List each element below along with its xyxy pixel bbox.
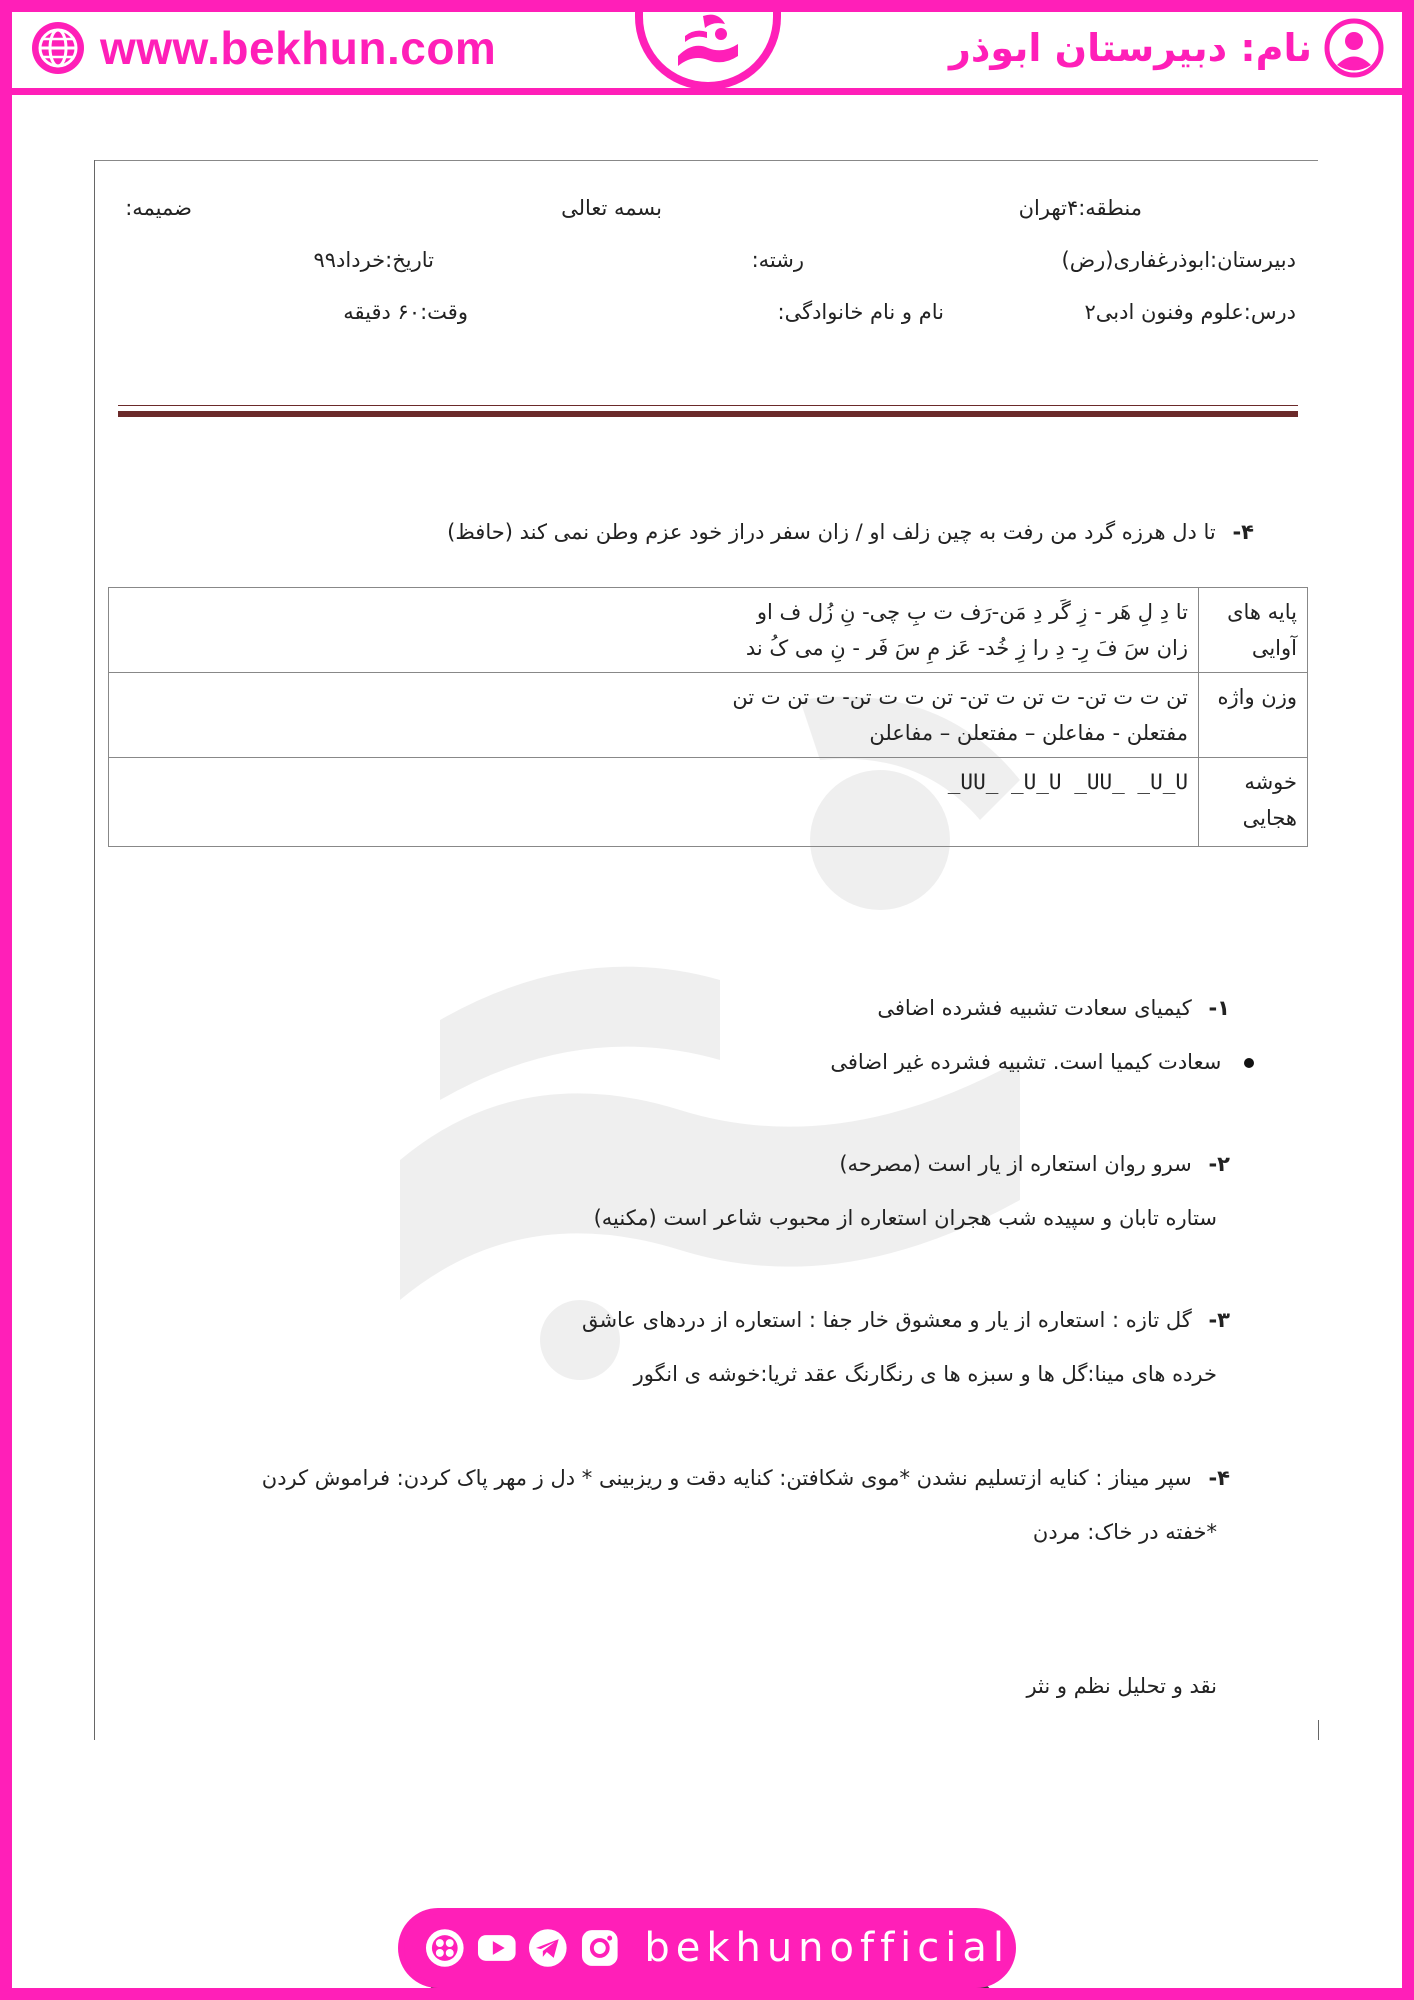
answer-4 (262, 1466, 1230, 1490)
answer-3-line2: خرده های مینا:گل ها و سبزه ها ی رنگارنگ عقد ثریا:خوشه ی انگور (633, 1362, 1217, 1386)
section-title: نقد و تحلیل نظم و نثر (1026, 1674, 1217, 1698)
header-divider (118, 411, 1298, 417)
value-line: تا دِ لِ هَر - زِ گَر دِ مَن-رَف ت بِ چی- نِ زُل ف او (756, 600, 1188, 624)
answer-4-line2: *خفته در خاک: مردن (1032, 1520, 1217, 1544)
field-label: رشته: (751, 248, 804, 272)
basmala: بسمه تعالی (561, 196, 662, 220)
question-number: ۴- (1232, 520, 1254, 544)
paper-left-border (94, 160, 95, 1740)
row-value (109, 588, 1199, 673)
table-row (109, 673, 1308, 758)
table-row (109, 588, 1308, 673)
table-row (109, 758, 1308, 847)
value-line: زان سَ فَ رِ- دِ را زِ خُد- عَز مِ سَ فَر - نِ می کُ ند (745, 636, 1188, 660)
answer-line: سرو روان استعاره از یار است (مصرحه) (839, 1152, 1192, 1176)
social-handle[interactable]: bekhunofficial (644, 1925, 1011, 1971)
student-name-label: نام و نام خانوادگی: (777, 300, 944, 324)
social-bar (398, 1908, 1016, 1988)
answer-1-bullet (830, 1050, 1254, 1074)
bullet-text: سعادت کیمیا است. تشبیه فشرده غیر اضافی (830, 1050, 1222, 1074)
name-label-text: نام: دبیرستان ابوذر (948, 26, 1312, 70)
youtube-icon[interactable] (476, 1927, 518, 1969)
row-value (109, 758, 1199, 847)
answer-2-line2: ستاره تابان و سپیده شب هجران استعاره از محبوب شاعر است (مکنیه) (593, 1206, 1217, 1230)
instagram-icon[interactable] (579, 1927, 621, 1969)
answer-2 (839, 1152, 1230, 1176)
website-url[interactable]: www.bekhun.com (100, 22, 497, 74)
value-line: تن ت ت تن- ت تن ت تن- تن ت ت تن- ت تن ت تن (732, 685, 1188, 709)
answer-number: ۴- (1208, 1466, 1230, 1490)
subject: درس:علوم وفنون ادبی۲ (1084, 300, 1296, 324)
answer-line: کیمیای سعادت تشبیه فشرده اضافی (877, 996, 1192, 1020)
row-label: وزن واژه (1199, 673, 1308, 758)
paper-top-border (94, 160, 1318, 161)
answer-1 (877, 996, 1230, 1020)
region: منطقه:۴تهران (1018, 196, 1142, 220)
name-label (949, 16, 1384, 80)
paper-right-tick (1318, 1720, 1319, 1740)
website-link[interactable] (30, 18, 496, 78)
meter-table (108, 587, 1308, 847)
school-name: دبیرستان:ابوذرغفاری(رض) (1061, 248, 1296, 272)
user-icon (1324, 18, 1384, 78)
header-divider-thin (118, 405, 1298, 406)
verse-text: تا دل هرزه گرد من رفت به چین زلف او / زان سفر دراز خود عزم وطن نمی کند (حافظ) (447, 520, 1216, 544)
exam-date: تاریخ:خرداد۹۹ (313, 248, 434, 272)
row-value (109, 673, 1199, 758)
aparat-icon[interactable] (424, 1927, 466, 1969)
logo-icon (663, 6, 753, 76)
answer-line: سپر میناز : کنایه ازتسلیم نشدن *موی شکافتن: کنایه دقت و ریزبینی * دل ز مهر پاک کردن: فراموش کردن (261, 1466, 1192, 1490)
question-verse (447, 520, 1254, 544)
row-label: پایه های آوایی (1199, 588, 1308, 673)
bullet-icon (1244, 1058, 1254, 1068)
answer-number: ۲- (1208, 1152, 1230, 1176)
telegram-icon[interactable] (527, 1927, 569, 1969)
value-line: _UU_ _U_U _UU_ _U_U (947, 770, 1188, 794)
attachment-label: ضمیمه: (125, 196, 192, 220)
exam-time: وقت:۶۰ دقیقه (343, 300, 468, 324)
answer-number: ۱- (1208, 996, 1230, 1020)
answer-3 (582, 1308, 1230, 1332)
value-line: مفتعلن - مفاعلن – مفتعلن – مفاعلن (869, 721, 1188, 745)
answer-number: ۳- (1208, 1308, 1230, 1332)
globe-icon (30, 20, 86, 76)
row-label: خوشه هجایی (1199, 758, 1308, 847)
answer-line: گل تازه : استعاره از یار و معشوق خار جفا : استعاره از دردهای عاشق (581, 1308, 1192, 1332)
